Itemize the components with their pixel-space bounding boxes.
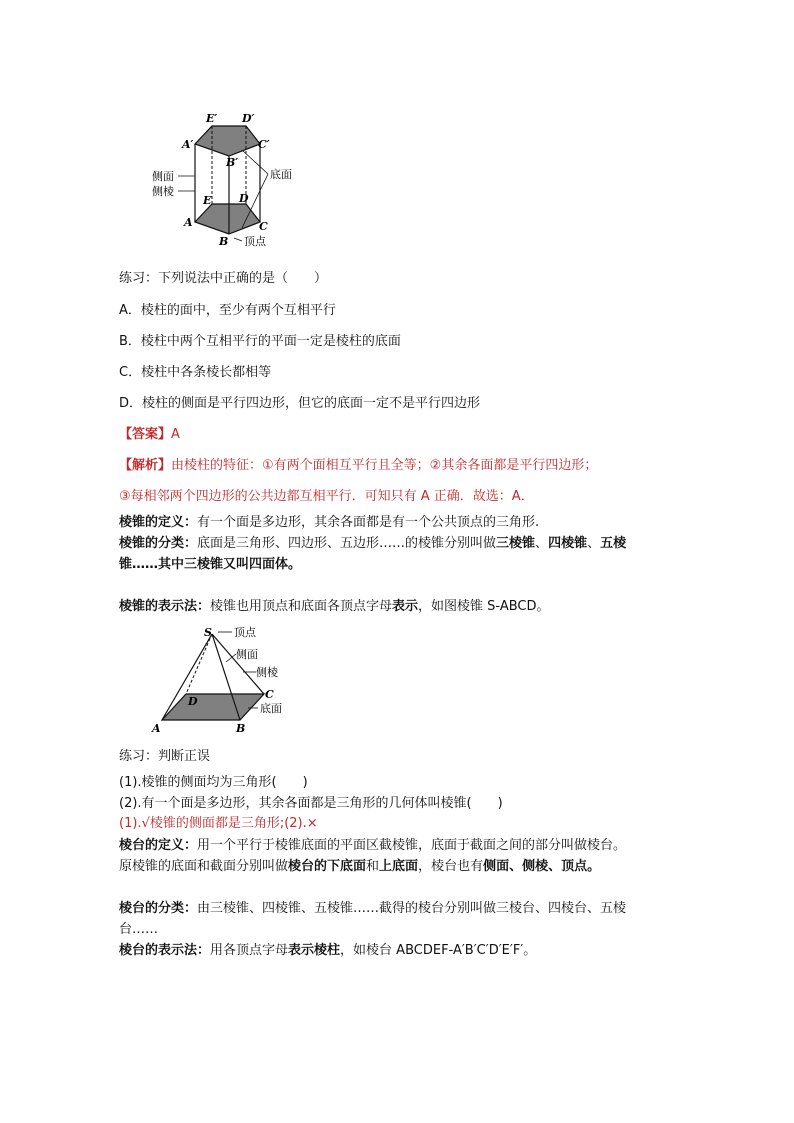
prism-label-E-top: E′ (206, 112, 218, 125)
prism-label-D-top: D′ (242, 112, 255, 125)
pyramid-label-side-face: 侧面 (236, 648, 258, 661)
pyramid-label-C: C (265, 688, 274, 701)
pyramid-label-side-edge: 侧棱 (256, 666, 278, 679)
pyramid-def-label: 棱锥的定义： (119, 515, 198, 530)
prism-label-C-bottom: C (259, 220, 268, 233)
prism-label-side-face: 侧面 (152, 170, 174, 183)
frustum-definition-line2 (119, 858, 600, 876)
prism-label-D-bottom: D (239, 192, 249, 205)
answer-tag: 【答案】 (119, 427, 172, 442)
pyramid-class-penta: 五棱 (600, 536, 627, 551)
frustum-representation (119, 942, 536, 960)
prism-label-E-bottom: E (203, 194, 212, 207)
pyramid-label-A: A (152, 722, 161, 734)
prism-label-B-top: B′ (226, 156, 239, 169)
prism-label-side-edge: 侧棱 (152, 185, 174, 198)
pyramid-definition (119, 514, 539, 532)
frustum-repr-text1: 用各顶点字母 (210, 943, 289, 958)
frustum-def-text: 用一个平行于棱锥底面的平面区截棱锥，底面于截面之间的部分叫做棱台。 (197, 838, 627, 853)
frustum-def2-a: 原棱锥的底面和截面分别叫做 (119, 859, 289, 874)
exercise1-question: 练习：下列说法中正确的是（ ） (119, 271, 328, 286)
pyramid-class-text: 底面是三角形、四边形、五边形……的棱锥分别叫做 (197, 536, 497, 551)
pyramid-representation (119, 598, 550, 616)
exercise1-analysis-line1 (119, 457, 597, 475)
prism-label-C-top: C′ (258, 138, 270, 151)
pyramid-classification-line2: 锥……其中三棱锥又叫四面体。 (119, 557, 302, 572)
pyramid-label-D: D (188, 695, 198, 708)
pyramid-repr-text2: ，如图棱锥 S-ABCD。 (418, 599, 550, 614)
prism-label-B-bottom: B (219, 235, 229, 248)
frustum-def2-d: ，棱台也有 (418, 859, 484, 874)
pyramid-def-text: 有一个面是多边形，其余各面都是有一个公共顶点的三角形. (197, 515, 540, 530)
frustum-def2-c: 和 (366, 859, 380, 874)
prism-label-vertex: 顶点 (244, 235, 266, 248)
frustum-repr-bold: 表示棱柱 (288, 943, 341, 958)
prism-top-face (195, 126, 260, 156)
prism-label-A-bottom: A (184, 216, 193, 229)
pyramid-class-sep2: 、 (587, 536, 601, 551)
pyramid-label-B: B (236, 722, 246, 734)
pyramid-class-tri: 三棱锥 (496, 536, 536, 551)
frustum-classification (119, 900, 626, 918)
prism-label-A-top: A′ (182, 138, 194, 151)
frustum-definition (119, 837, 626, 855)
pyramid-base-face (162, 694, 264, 720)
frustum-def2-lower-base: 棱台的下底面 (288, 859, 367, 874)
frustum-def-label: 棱台的定义： (119, 838, 198, 853)
exercise2-answer: (1).√棱锥的侧面都是三角形;(2).× (119, 816, 318, 831)
prism-bottom-face (195, 204, 260, 234)
frustum-class-label: 棱台的分类： (119, 901, 198, 916)
pyramid-class-label: 棱锥的分类： (119, 536, 198, 551)
analysis-tag: 【解析】 (119, 458, 172, 473)
pyramid-label-S: S (204, 626, 212, 639)
frustum-def2-upper-base: 上底面 (379, 859, 419, 874)
exercise1-option-a: A．棱柱的面中，至少有两个互相平行 (119, 303, 336, 318)
pyramid-repr-label: 棱锥的表示法： (119, 599, 211, 614)
exercise1-answer (119, 426, 180, 444)
pyramid-label-vertex: 顶点 (234, 626, 256, 639)
exercise1-analysis-line2: ③每相邻两个四边形的公共边都互相平行．可知只有 A 正确．故选：A． (119, 489, 534, 504)
pyramid-class-quad: 四棱锥 (548, 536, 588, 551)
exercise1-option-c: C．棱柱中各条棱长都相等 (119, 365, 272, 380)
pyramid-repr-text1: 棱锥也用顶点和底面各顶点字母 (210, 599, 393, 614)
exercise1-option-b: B．棱柱中两个互相平行的平面一定是棱柱的底面 (119, 334, 401, 349)
pyramid-label-base: 底面 (260, 702, 282, 715)
prism-label-base: 底面 (270, 168, 292, 181)
frustum-repr-label: 棱台的表示法： (119, 943, 211, 958)
frustum-classification-line2: 台…… (119, 922, 159, 937)
pyramid-repr-bold: 表示 (392, 599, 419, 614)
frustum-class-text: 由三棱锥、四棱锥、五棱锥……截得的棱台分别叫做三棱台、四棱台、五棱 (197, 901, 627, 916)
answer-value: A (171, 427, 180, 442)
pyramid-classification (119, 535, 626, 553)
prism-diagram (150, 110, 310, 252)
pyramid-diagram (148, 622, 298, 734)
frustum-repr-text2: ，如棱台 ABCDEF-A′B′C′D′E′F′。 (340, 943, 537, 958)
exercise2-question1: (1).棱锥的侧面均为三角形( ) (119, 775, 308, 790)
exercise1-option-d: D．棱柱的侧面是平行四边形，但它的底面一定不是平行四边形 (119, 396, 481, 411)
frustum-def2-parts: 侧面、侧棱、顶点。 (483, 859, 601, 874)
pyramid-class-sep1: 、 (535, 536, 549, 551)
exercise2-question2: (2).有一个面是多边形，其余各面都是三角形的几何体叫棱锥( ) (119, 796, 503, 811)
analysis-text-1: 由棱柱的特征：①有两个面相互平行且全等；②其余各面都是平行四边形； (171, 458, 598, 473)
exercise2-title: 练习：判断正误 (119, 749, 211, 764)
